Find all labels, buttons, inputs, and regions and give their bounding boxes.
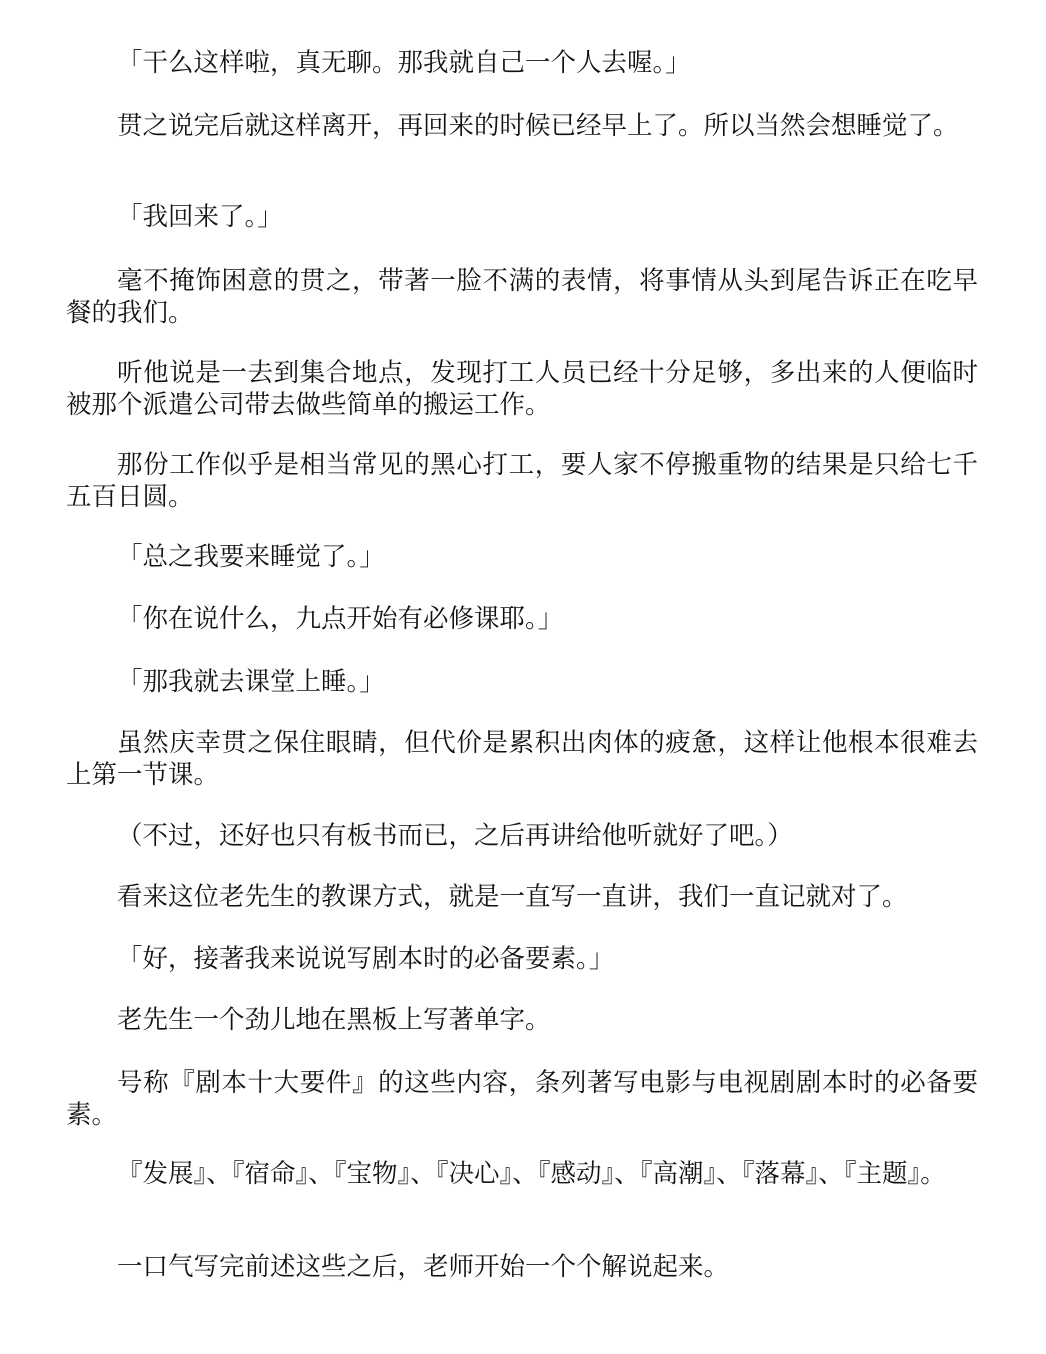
paragraph-8: 「你在说什么，九点开始有必修课耶。」 [117,604,564,634]
paragraph-5: 听他说是一去到集合地点，发现打工人员已经十分足够，多出来的人便临时被那个派遣公司带去做些简单的搬运工作。 [66,358,978,420]
paragraph-1: 「干么这样啦，真无聊。那我就自己一个人去喔。」 [117,48,691,78]
paragraph-9: 「那我就去课堂上睡。」 [117,667,385,697]
paragraph-10: 虽然庆幸贯之保住眼睛，但代价是累积出肉体的疲惫，这样让他根本很难去上第一节课。 [66,728,978,790]
paragraph-13: 「好，接著我来说说写剧本时的必备要素。」 [117,944,615,974]
paragraph-14: 老先生一个劲儿地在黑板上写著单字。 [117,1005,551,1035]
paragraph-12: 看来这位老先生的教课方式，就是一直写一直讲，我们一直记就对了。 [117,882,908,912]
paragraph-11: （不过，还好也只有板书而已，之后再讲给他听就好了吧。） [117,821,793,851]
paragraph-16: 『发展』、『宿命』、『宝物』、『决心』、『感动』、『高潮』、『落幕』、『主题』。 [117,1159,946,1189]
paragraph-4: 毫不掩饰困意的贯之，带著一脸不满的表情，将事情从头到尾告诉正在吃早餐的我们。 [66,266,978,328]
paragraph-6: 那份工作似乎是相当常见的黑心打工，要人家不停搬重物的结果是只给七千五百日圆。 [66,450,978,512]
paragraph-17: 一口气写完前述这些之后，老师开始一个个解说起来。 [117,1252,730,1282]
paragraph-15: 号称『剧本十大要件』的这些内容，条列著写电影与电视剧剧本时的必备要素。 [66,1068,978,1130]
paragraph-7: 「总之我要来睡觉了。」 [117,542,385,572]
paragraph-3: 「我回来了。」 [117,202,283,232]
paragraph-2: 贯之说完后就这样离开，再回来的时候已经早上了。所以当然会想睡觉了。 [117,111,959,141]
